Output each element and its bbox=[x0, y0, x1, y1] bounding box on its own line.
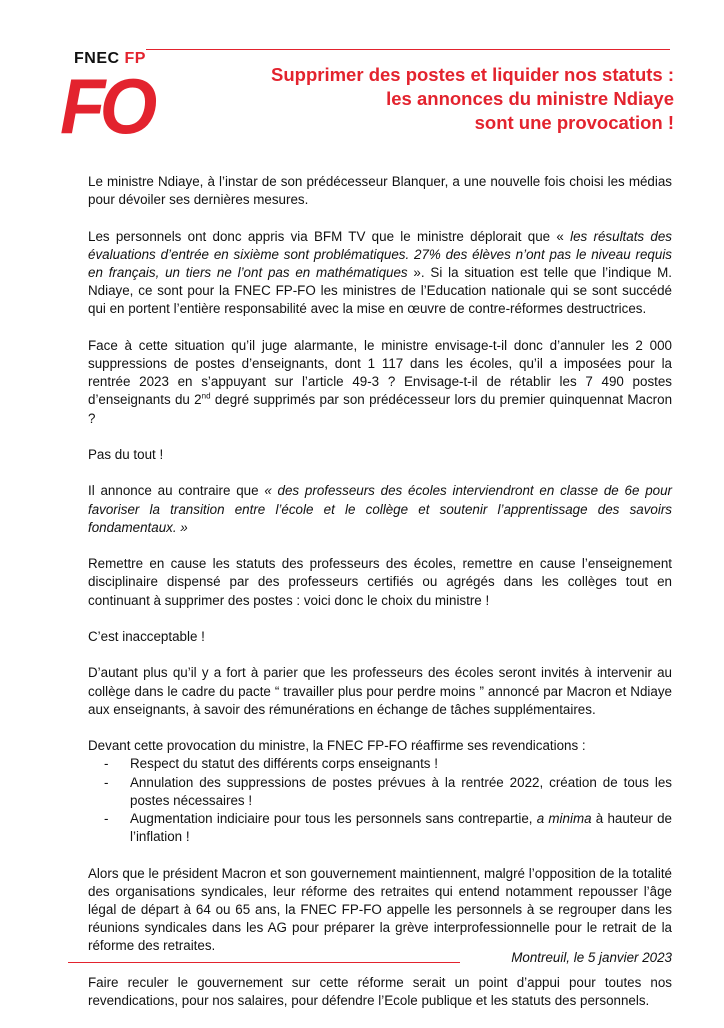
title-line-3: sont une provocation ! bbox=[474, 112, 674, 133]
fnec-fp-fo-logo bbox=[60, 50, 150, 150]
page-title bbox=[214, 63, 674, 135]
paragraph-7: C’est inacceptable ! bbox=[88, 628, 205, 644]
logo-fo-text: FO bbox=[60, 62, 152, 150]
title-line-1: Supprimer des postes et liquider nos statuts : bbox=[271, 64, 674, 85]
paragraph-11: Faire reculer le gouvernement sur cette réforme serait un point d’appui pour toutes nos revendications, pour nos salaires, pour défendre l’Ecole publique et les statuts des personnels. bbox=[88, 974, 672, 1008]
title-line-2: les annonces du ministre Ndiaye bbox=[386, 88, 674, 109]
paragraph-8: D’autant plus qu’il y a fort à parier que les professeurs des écoles seront invités à intervenir au collège dans le cadre du pacte “ travailler plus pour perdre moins ” annoncé par Macron et Ndiaye aux enseignants, à savoir des rémunérations en échange de tâches supplémentaires. bbox=[88, 665, 672, 717]
paragraph-2: Les personnels ont donc appris via BFM TV que le ministre déplorait que « les résultats des évaluations d’entrée en sixième sont problématiques. 27% des élèves n’ont pas le niveau requis en français, un tiers ne l’ont pas en mathématiques ». Si la situation est telle que l’indique M. Ndiaye, ce sont pour la FNEC FP-FO les ministres de l’Education nationale qui se sont succédé qui en portent l’entière responsabilité avec la mise en œuvre de contre-réformes destructrices. bbox=[88, 228, 673, 317]
paragraph-1: Le ministre Ndiaye, à l’instar de son prédécesseur Blanquer, a une nouvelle fois choisi les médias pour dévoiler ses dernières mesures. bbox=[88, 174, 672, 208]
paragraph-10: Alors que le président Macron et son gouvernement maintiennent, malgré l’opposition de la totalité des organisations syndicales, leur réforme des retraites qui entend notamment repousser l’âge légal de départ à 64 ou 65 ans, la FNEC FP-FO appelle les personnels à se regrouper dans les réunions syndicales dans les AG pour préparer la grève interprofessionnelle pour le retrait de la réforme des retraites. bbox=[88, 865, 672, 954]
header-rule bbox=[146, 49, 670, 50]
list-item: - Respect du statut des différents corps enseignants ! bbox=[88, 755, 672, 773]
paragraph-5: Il annonce au contraire que « des professeurs des écoles interviendront en classe de 6e pour favoriser la transition entre l’école et le collège et soutenir l’apprentissage des savoirs fondamentaux. » bbox=[88, 483, 672, 535]
demands-list bbox=[88, 755, 672, 846]
document-body bbox=[88, 173, 672, 1028]
paragraph-6: Remettre en cause les statuts des professeurs des écoles, remettre en cause l’enseignement disciplinaire dispensé par des professeurs certifiés ou agrégés dans les collèges tout en continuant à supprimer des postes : voici donc le choix du ministre ! bbox=[88, 556, 672, 608]
logo-top-text: FNEC FP bbox=[74, 50, 146, 67]
list-item: - Annulation des suppressions de postes prévues à la rentrée 2022, création de tous les postes nécessaires ! bbox=[88, 774, 672, 810]
paragraph-3: Face à cette situation qu’il juge alarmante, le ministre envisage-t-il donc d’annuler les 2 000 suppressions de postes d’enseignants, dont 1 117 dans les écoles, qu’il a imposées pour la rentrée 2023 en s’appuyant sur l’article 49-3 ? Envisage-t-il de rétablir les 7 490 postes d’enseignants du 2nd degré supprimés par son prédécesseur lors du premier quinquennat Macron ? bbox=[88, 337, 673, 426]
signature-date: Montreuil, le 5 janvier 2023 bbox=[511, 950, 672, 965]
footer-rule bbox=[68, 962, 460, 963]
paragraph-4: Pas du tout ! bbox=[88, 447, 164, 462]
paragraph-9: Devant cette provocation du ministre, la FNEC FP-FO réaffirme ses revendications : bbox=[88, 738, 586, 754]
list-item: - Augmentation indiciaire pour tous les personnels sans contrepartie, a minima à hauteur de l’inflation ! bbox=[88, 810, 672, 846]
